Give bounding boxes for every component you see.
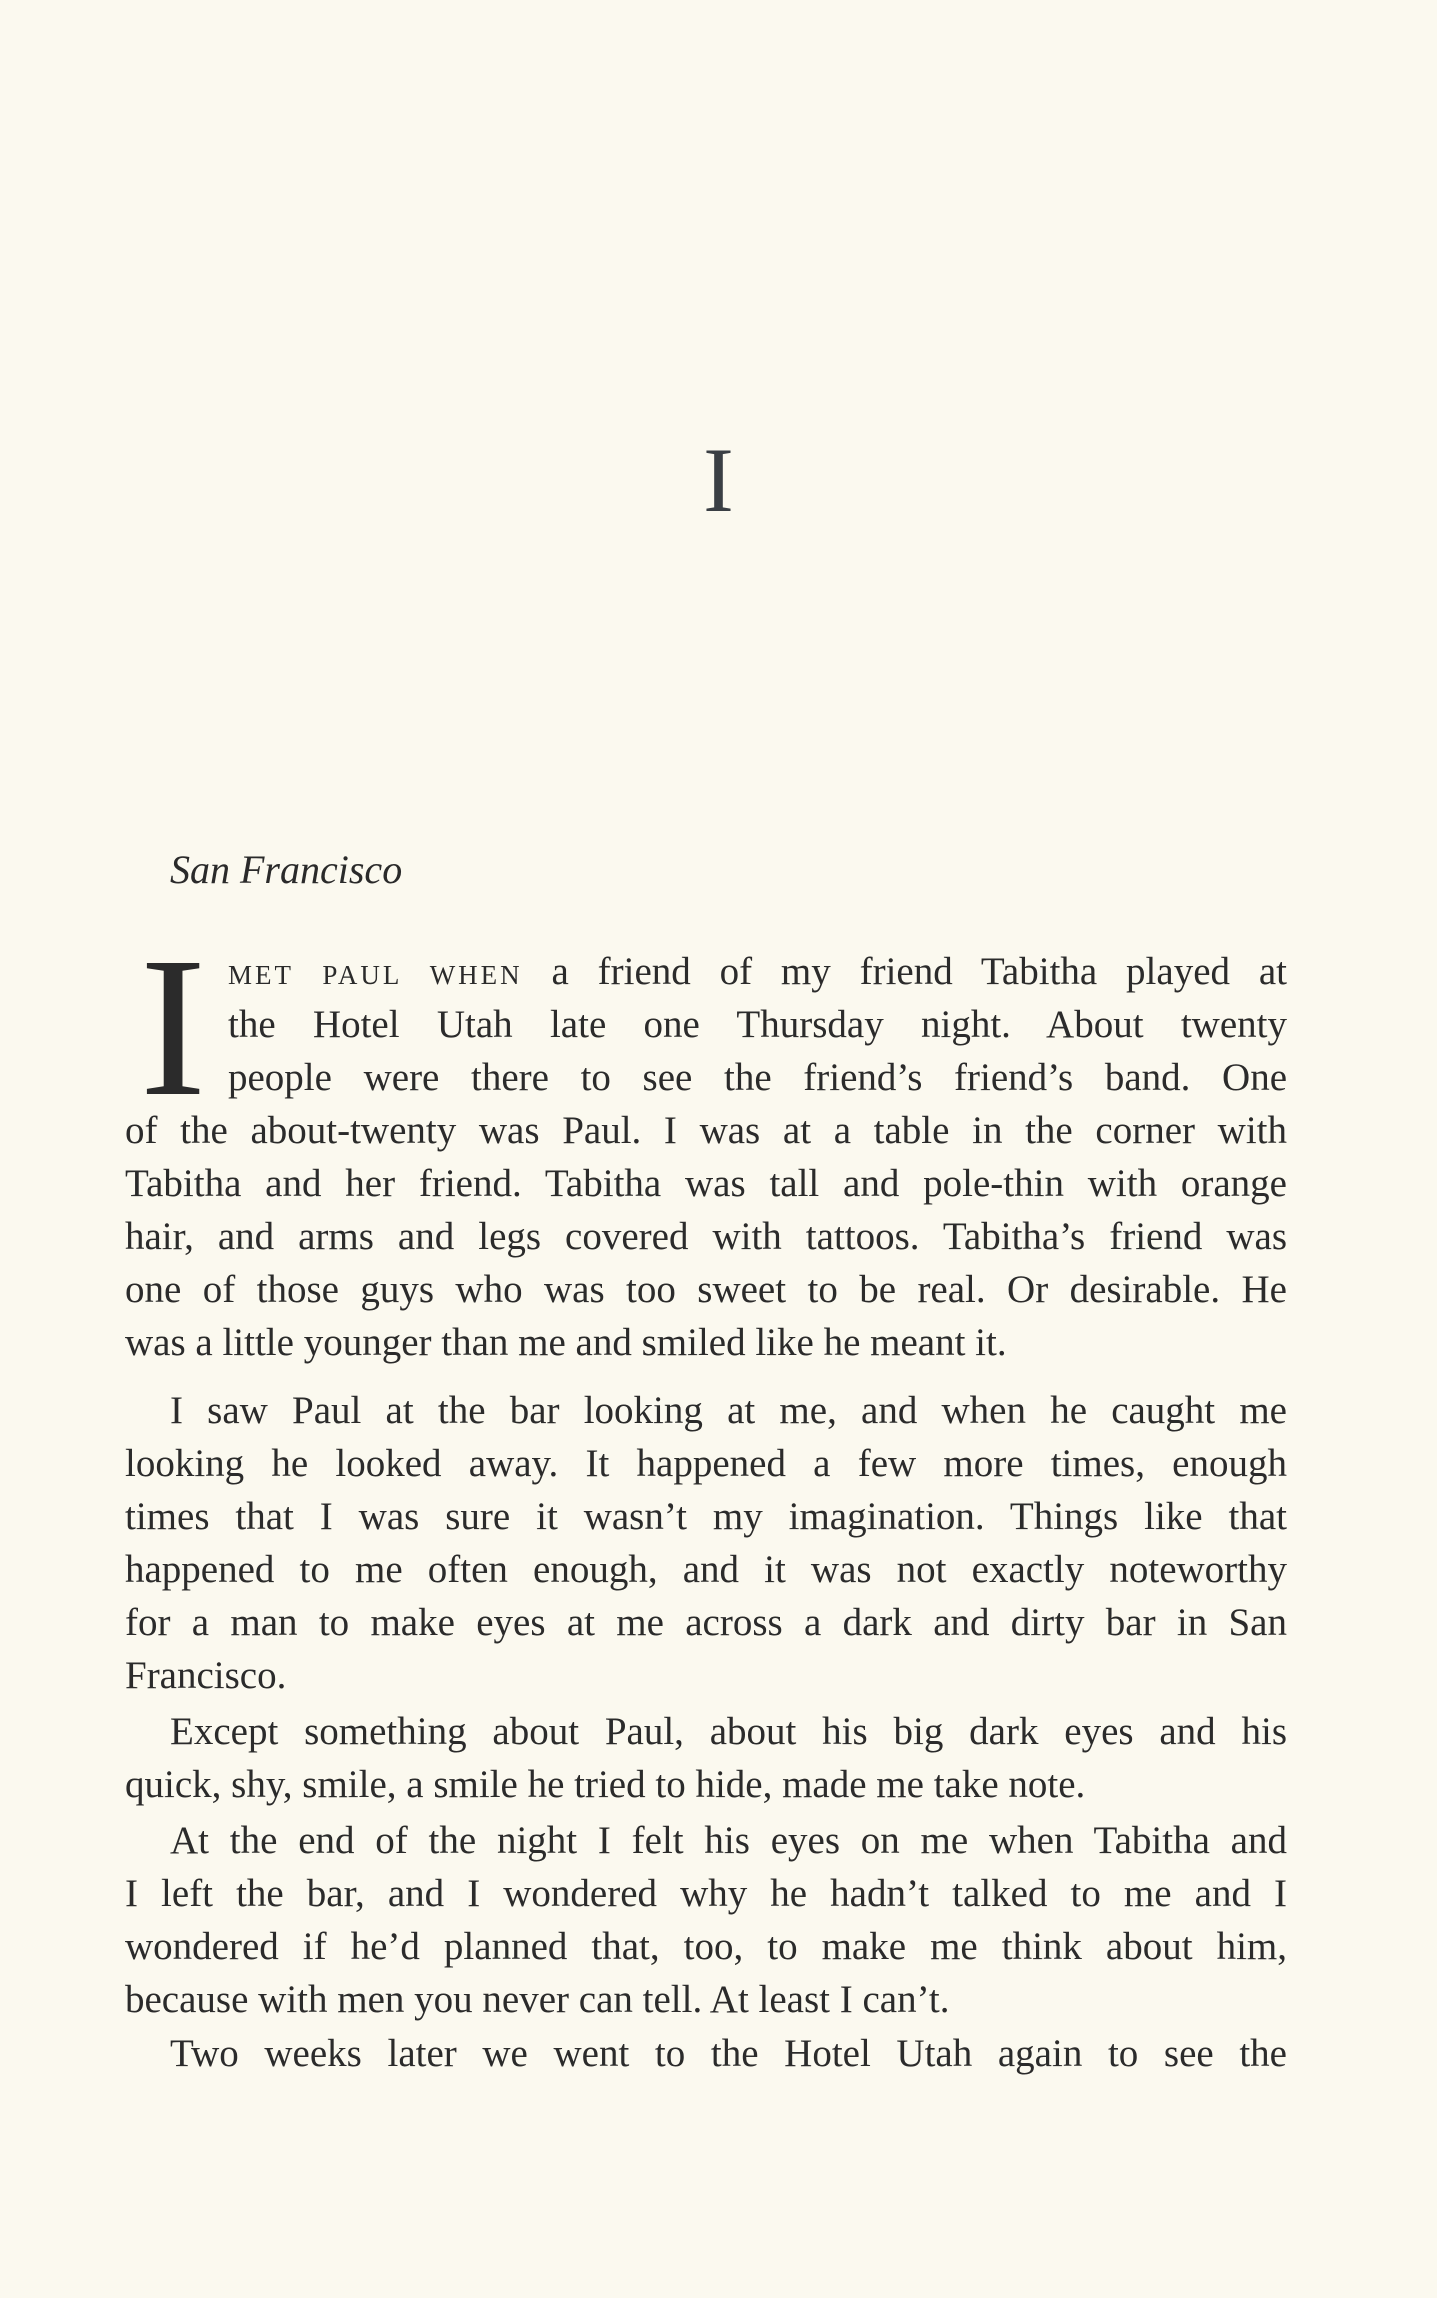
- text-line: was a little younger than me and smiled like he meant it.: [125, 1321, 1007, 1364]
- text-line: because with men you never can tell. At least I can’t.: [125, 1978, 950, 2021]
- text-line: times that I was sure it wasn’t my imagination. Things like that: [125, 1495, 1287, 1538]
- text-line: At the end of the night I felt his eyes on me when Tabitha and: [170, 1819, 1287, 1862]
- text-line: I saw Paul at the bar looking at me, and when he caught me: [170, 1389, 1287, 1432]
- text-line: quick, shy, smile, a smile he tried to hide, made me take note.: [125, 1763, 1086, 1806]
- text-line: people were there to see the friend’s friend’s band. One: [228, 1056, 1287, 1099]
- chapter-location: San Francisco: [170, 847, 403, 892]
- chapter-number: I: [703, 429, 734, 531]
- text-line: wondered if he’d planned that, too, to make me think about him,: [125, 1925, 1287, 1968]
- text-line: Francisco.: [125, 1654, 287, 1697]
- text-line: Tabitha and her friend. Tabitha was tall and pole-thin with orange: [125, 1162, 1287, 1205]
- text-line: one of those guys who was too sweet to be real. Or desirable. He: [125, 1268, 1287, 1311]
- small-caps-lead: MET PAUL WHEN: [228, 960, 523, 990]
- text-line: happened to me often enough, and it was not exactly noteworthy: [125, 1548, 1287, 1591]
- text-line: [228, 945, 1287, 998]
- text-line: Except something about Paul, about his big dark eyes and his: [170, 1710, 1287, 1753]
- line-text: a friend of my friend Tabitha played at: [522, 950, 1287, 993]
- text-line: I left the bar, and I wondered why he hadn’t talked to me and I: [125, 1872, 1287, 1915]
- text-line: Two weeks later we went to the Hotel Utah again to see the: [170, 2032, 1287, 2075]
- drop-cap: I: [139, 917, 207, 1138]
- text-line: the Hotel Utah late one Thursday night. About twenty: [228, 1003, 1287, 1046]
- text-line: for a man to make eyes at me across a dark and dirty bar in San: [125, 1601, 1287, 1644]
- text-line: looking he looked away. It happened a few more times, enough: [125, 1442, 1287, 1485]
- text-line: hair, and arms and legs covered with tattoos. Tabitha’s friend was: [125, 1215, 1287, 1258]
- text-line: of the about-twenty was Paul. I was at a table in the corner with: [125, 1109, 1287, 1152]
